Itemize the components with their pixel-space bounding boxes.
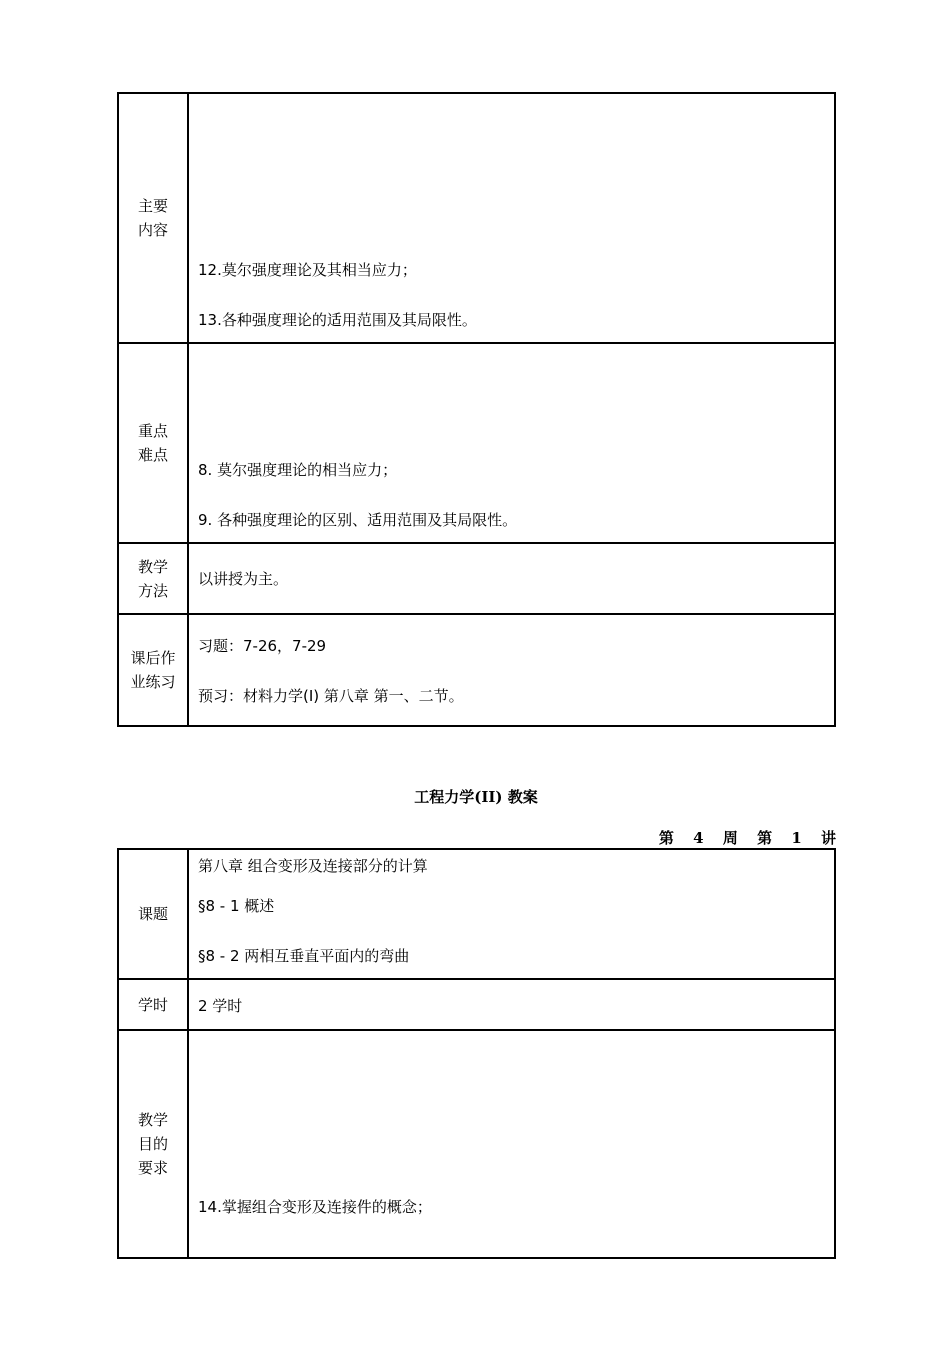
- week-number: 4: [693, 829, 704, 847]
- label-line: 内容: [137, 221, 168, 239]
- row-topic: [118, 849, 835, 979]
- content-line: 2 学时: [198, 997, 243, 1015]
- label-line: 学时: [137, 995, 168, 1014]
- content-line: 9. 各种强度理论的区别、适用范围及其局限性。: [198, 511, 518, 529]
- row-main-content: [118, 93, 835, 343]
- content-line: 14.掌握组合变形及连接件的概念；: [198, 1198, 432, 1216]
- cell-homework: [188, 614, 835, 726]
- label-line: 教学: [137, 557, 168, 576]
- week-token: 第: [658, 829, 674, 847]
- label-line: 业练习: [130, 673, 176, 691]
- week-token: 周: [722, 829, 738, 847]
- label-line: 要求: [137, 1159, 168, 1177]
- content-line: 第八章 组合变形及连接部分的计算: [198, 857, 428, 875]
- label-line: 课后作: [130, 649, 176, 667]
- cell-main-content: [188, 93, 835, 343]
- content-line: 以讲授为主。: [198, 570, 289, 588]
- row-teaching-method: [118, 543, 835, 614]
- label-goals: [118, 1030, 188, 1258]
- lesson-plan-table-2: [117, 848, 836, 1259]
- week-lecture-line: [659, 827, 836, 848]
- lecture-token: 第: [757, 829, 773, 847]
- cell-goals: [188, 1030, 835, 1258]
- row-homework: [118, 614, 835, 726]
- lesson-plan-table-1: [117, 92, 836, 727]
- content-line: 8. 莫尔强度理论的相当应力；: [198, 461, 398, 479]
- content-line: 13.各种强度理论的适用范围及其局限性。: [198, 311, 477, 329]
- content-line: 预习：材料力学(I) 第八章 第一、二节。: [198, 687, 464, 705]
- label-main-content: [118, 93, 188, 343]
- lecture-number: 1: [791, 829, 802, 847]
- content-line: 12.莫尔强度理论及其相当应力；: [198, 261, 417, 279]
- lecture-token: 讲: [820, 829, 836, 847]
- label-line: 目的: [137, 1135, 168, 1153]
- cell-teaching-method: [188, 543, 835, 614]
- cell-hours: [188, 979, 835, 1030]
- content-line: §8 - 1 概述: [198, 897, 275, 915]
- label-line: 难点: [137, 446, 168, 464]
- label-line: 课题: [137, 905, 168, 923]
- label-line: 方法: [137, 581, 168, 600]
- cell-key-points: [188, 343, 835, 543]
- content-line: 习题：7-26，7-29: [198, 637, 327, 655]
- row-key-points: [118, 343, 835, 543]
- label-line: 重点: [137, 422, 168, 440]
- cell-topic: [188, 849, 835, 979]
- row-hours: [118, 979, 835, 1030]
- row-goals: [118, 1030, 835, 1258]
- label-hours: [118, 979, 188, 1030]
- label-teaching-method: [118, 543, 188, 614]
- label-line: 教学: [137, 1111, 168, 1129]
- label-topic: [118, 849, 188, 979]
- label-line: 主要: [137, 197, 168, 215]
- label-key-points: [118, 343, 188, 543]
- label-homework: [118, 614, 188, 726]
- content-line: §8 - 2 两相互垂直平面内的弯曲: [198, 947, 410, 965]
- document-title: 工程力学(II) 教案: [414, 788, 538, 806]
